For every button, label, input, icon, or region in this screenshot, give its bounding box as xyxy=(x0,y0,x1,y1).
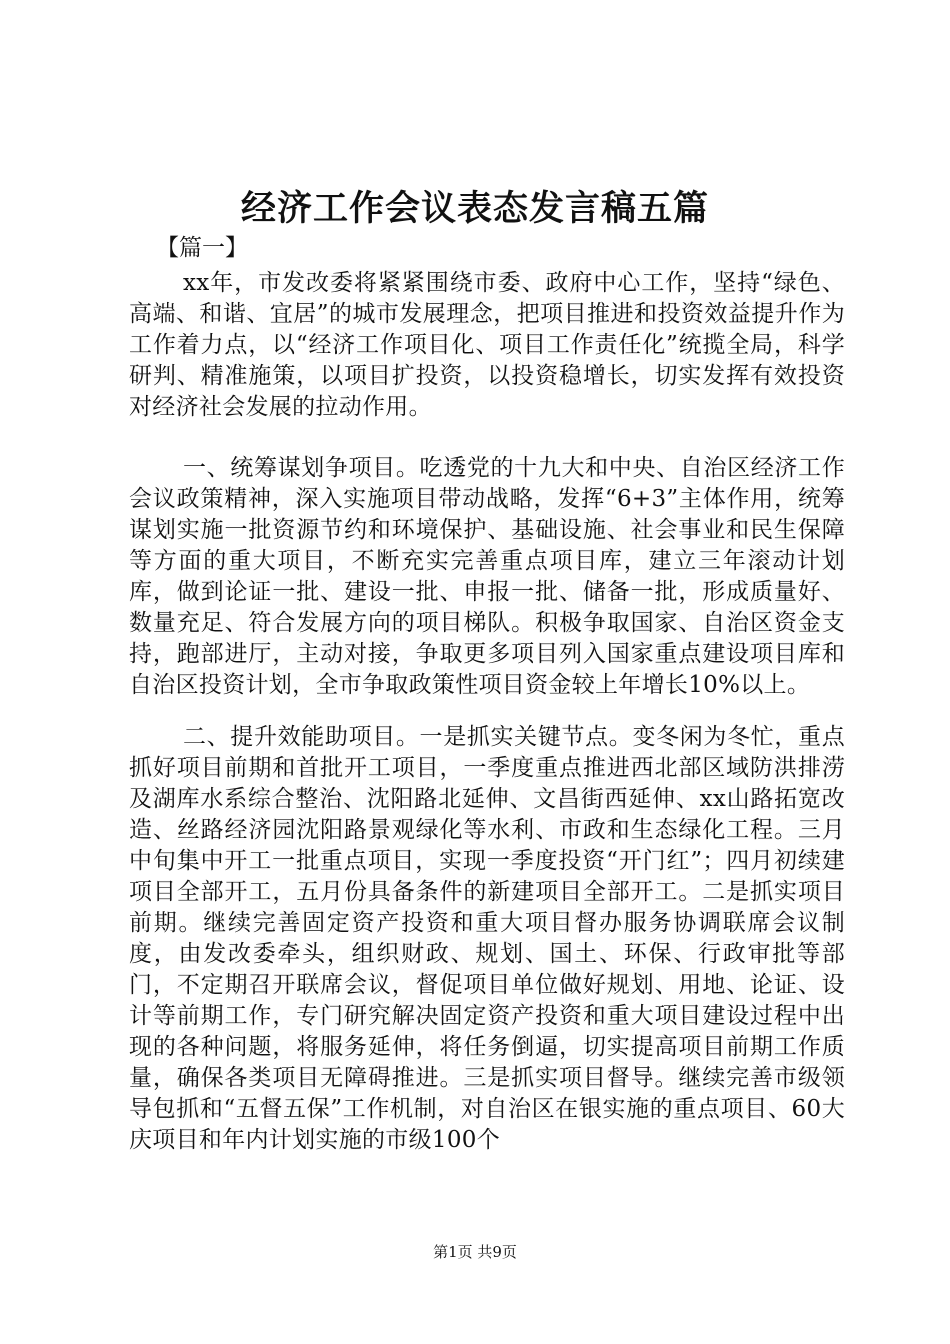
section-label: 【篇一】 xyxy=(156,235,248,261)
page-footer: 第1页 共9页 xyxy=(433,1243,517,1261)
paragraph-section-two: 二、提升效能助项目。一是抓实关键节点。变冬闲为冬忙，重点抓好项目前期和首批开工项目，一季度重点推进西北部区域防洪排涝及湖库水系综合整治、沈阳路北延伸、文昌街西延伸、xx山路拓宽改造、丝路经济园沈阳路景观绿化等水利、市政和生态绿化工程。三月中旬集中开工一批重点项目，实现一季度投资“开门红”；四月初续建项目全部开工，五月份具备条件的新建项目全部开工。二是抓实项目前期。继续完善固定资产投资和重大项目督办服务协调联席会议制度，由发改委牵头，组织财政、规划、国土、环保、行政审批等部门，不定期召开联席会议，督促项目单位做好规划、用地、论证、设计等前期工作，专门研究解决固定资产投资和重大项目建设过程中出现的各种问题，将服务延伸，将任务倒逼，切实提高项目前期工作质量，确保各类项目无障碍推进。三是抓实项目督导。继续完善市级领导包抓和“五督五保”工作机制，对自治区在银实施的重点项目、60大庆项目和年内计划实施的市级100个 xyxy=(129,724,845,1153)
document-title: 经济工作会议表态发言稿五篇 xyxy=(240,188,709,229)
paragraph-section-one: 一、统筹谋划争项目。吃透党的十九大和中央、自治区经济工作会议政策精神，深入实施项目带动战略，发挥“6+3”主体作用，统筹谋划实施一批资源节约和环境保护、基础设施、社会事业和民生保障等方面的重大项目，不断充实完善重点项目库，建立三年滚动计划库，做到论证一批、建设一批、申报一批、储备一批，形成质量好、数量充足、符合发展方向的项目梯队。积极争取国家、自治区资金支持，跑部进厅，主动对接，争取更多项目列入国家重点建设项目库和自治区投资计划，全市争取政策性项目资金较上年增长10%以上。 xyxy=(129,455,845,698)
paragraph-intro: xx年，市发改委将紧紧围绕市委、政府中心工作，坚持“绿色、高端、和谐、宜居”的城市发展理念，把项目推进和投资效益提升作为工作着力点，以“经济工作项目化、项目工作责任化”统揽全局，科学研判、精准施策，以项目扩投资，以投资稳增长，切实发挥有效投资对经济社会发展的拉动作用。 xyxy=(129,270,845,420)
